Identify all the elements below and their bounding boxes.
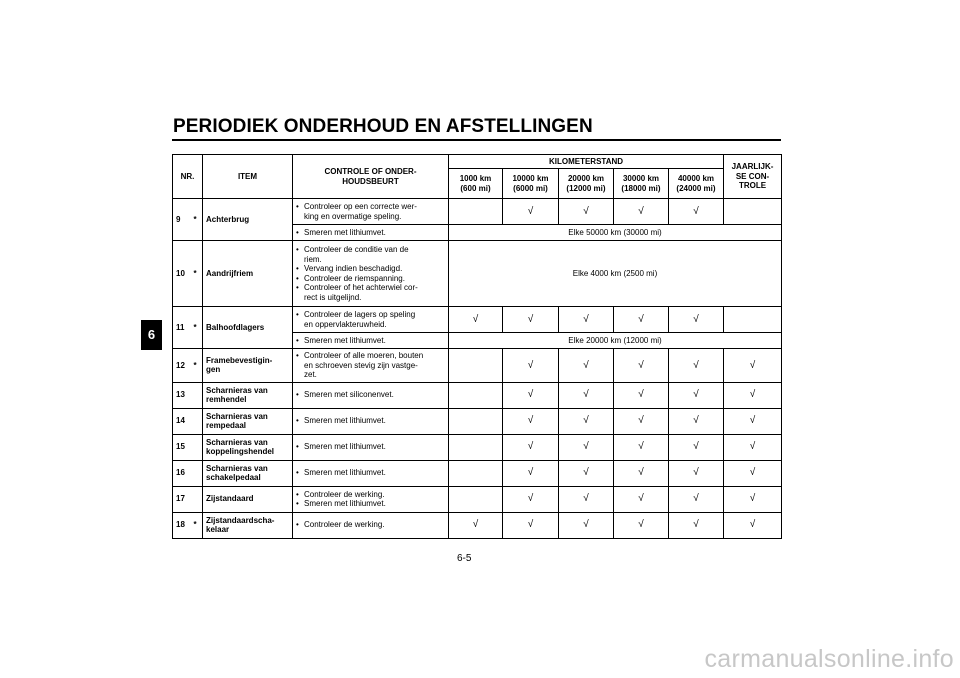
header-item: ITEM bbox=[203, 155, 293, 199]
check-cell: √ bbox=[503, 460, 559, 486]
control-cell bbox=[293, 333, 449, 349]
annual-check-cell: √ bbox=[724, 486, 782, 512]
control-list bbox=[296, 202, 446, 221]
table-row bbox=[173, 434, 782, 460]
item-name: Achterbrug bbox=[203, 199, 293, 241]
control-cell bbox=[293, 512, 449, 538]
table-row bbox=[173, 408, 782, 434]
check-cell: √ bbox=[559, 199, 614, 225]
header-km-20000: 20000 km (12000 mi) bbox=[559, 169, 614, 199]
row-number: 15 bbox=[173, 434, 194, 460]
page-number: 6-5 bbox=[457, 553, 472, 564]
interval-cell: Elke 50000 km (30000 mi) bbox=[449, 225, 782, 241]
control-item: • Controleer de werking. bbox=[296, 490, 446, 500]
check-cell: √ bbox=[503, 199, 559, 225]
check-cell: √ bbox=[669, 307, 724, 333]
check-cell: √ bbox=[614, 349, 669, 383]
check-cell: √ bbox=[559, 460, 614, 486]
annual-check-cell: √ bbox=[724, 382, 782, 408]
check-cell: √ bbox=[614, 408, 669, 434]
check-cell: √ bbox=[559, 382, 614, 408]
dealer-marker bbox=[194, 460, 203, 486]
control-cell bbox=[293, 382, 449, 408]
check-cell: √ bbox=[669, 486, 724, 512]
table-row bbox=[173, 460, 782, 486]
table-row bbox=[173, 486, 782, 512]
control-item: • Controleer de lagers op speling en oppervlakteruwheid. bbox=[296, 310, 446, 329]
item-name: Aandrijfriem bbox=[203, 241, 293, 307]
item-name: Scharnieras van rempedaal bbox=[203, 408, 293, 434]
row-number: 18 bbox=[173, 512, 194, 538]
control-item: • Smeren met lithiumvet. bbox=[296, 468, 446, 478]
annual-check-cell bbox=[724, 199, 782, 225]
header-km-40000: 40000 km (24000 mi) bbox=[669, 169, 724, 199]
check-cell: √ bbox=[503, 382, 559, 408]
chapter-tab: 6 bbox=[141, 320, 162, 350]
row-number: 10 bbox=[173, 241, 194, 307]
check-cell: √ bbox=[559, 349, 614, 383]
control-item: • Controleer of het achterwiel cor- rect is uitgelijnd. bbox=[296, 283, 446, 302]
control-item: • Smeren met siliconenvet. bbox=[296, 390, 446, 400]
title-rule bbox=[172, 139, 781, 141]
control-list bbox=[296, 490, 446, 509]
row-number: 16 bbox=[173, 460, 194, 486]
dealer-marker bbox=[194, 408, 203, 434]
check-cell: √ bbox=[614, 460, 669, 486]
check-cell: √ bbox=[669, 512, 724, 538]
watermark: carmanualsonline.info bbox=[704, 645, 954, 673]
header-km-30000: 30000 km (18000 mi) bbox=[614, 169, 669, 199]
interval-cell: Elke 4000 km (2500 mi) bbox=[449, 241, 782, 307]
header-kilometerstand: KILOMETERSTAND bbox=[449, 155, 724, 169]
item-name: Scharnieras van schakelpedaal bbox=[203, 460, 293, 486]
control-cell bbox=[293, 241, 449, 307]
control-list bbox=[296, 351, 446, 380]
control-item: • Controleer op een correcte wer- king en overmatige speling. bbox=[296, 202, 446, 221]
annual-check-cell bbox=[724, 307, 782, 333]
check-cell: √ bbox=[503, 349, 559, 383]
row-number: 14 bbox=[173, 408, 194, 434]
check-cell: √ bbox=[503, 512, 559, 538]
control-item: • Controleer of alle moeren, bouten en schroeven stevig zijn vastge- zet. bbox=[296, 351, 446, 380]
control-cell bbox=[293, 408, 449, 434]
control-list bbox=[296, 310, 446, 329]
control-list bbox=[296, 390, 446, 400]
annual-check-cell: √ bbox=[724, 460, 782, 486]
annual-check-cell: √ bbox=[724, 434, 782, 460]
check-cell: √ bbox=[669, 349, 724, 383]
row-number: 12 bbox=[173, 349, 194, 383]
check-cell bbox=[449, 199, 503, 225]
dealer-marker: * bbox=[194, 349, 203, 383]
check-cell bbox=[449, 486, 503, 512]
control-item: • Controleer de riemspanning. bbox=[296, 274, 446, 284]
check-cell: √ bbox=[559, 307, 614, 333]
check-cell: √ bbox=[559, 512, 614, 538]
dealer-marker bbox=[194, 434, 203, 460]
check-cell bbox=[449, 349, 503, 383]
item-name: Zijstandaard bbox=[203, 486, 293, 512]
control-cell bbox=[293, 349, 449, 383]
row-number: 13 bbox=[173, 382, 194, 408]
item-name: Framebevestigin- gen bbox=[203, 349, 293, 383]
check-cell bbox=[449, 382, 503, 408]
table-row bbox=[173, 349, 782, 383]
control-item: • Smeren met lithiumvet. bbox=[296, 416, 446, 426]
dealer-marker: * bbox=[194, 307, 203, 349]
check-cell bbox=[449, 408, 503, 434]
control-item: • Smeren met lithiumvet. bbox=[296, 336, 446, 346]
annual-check-cell: √ bbox=[724, 408, 782, 434]
control-list bbox=[296, 468, 446, 478]
header-km-1000: 1000 km (600 mi) bbox=[449, 169, 503, 199]
control-item: • Controleer de werking. bbox=[296, 520, 446, 530]
control-cell bbox=[293, 225, 449, 241]
table-row bbox=[173, 199, 782, 225]
item-name: Zijstandaardscha- kelaar bbox=[203, 512, 293, 538]
control-list bbox=[296, 520, 446, 530]
check-cell: √ bbox=[559, 486, 614, 512]
table-row bbox=[173, 241, 782, 307]
control-cell bbox=[293, 486, 449, 512]
dealer-marker: * bbox=[194, 241, 203, 307]
row-number: 9 bbox=[173, 199, 194, 241]
control-cell bbox=[293, 460, 449, 486]
item-name: Scharnieras van remhendel bbox=[203, 382, 293, 408]
check-cell: √ bbox=[669, 382, 724, 408]
row-number: 11 bbox=[173, 307, 194, 349]
dealer-marker bbox=[194, 486, 203, 512]
maintenance-table bbox=[172, 154, 782, 539]
table-row bbox=[173, 307, 782, 333]
control-item: • Smeren met lithiumvet. bbox=[296, 442, 446, 452]
table-body bbox=[173, 199, 782, 539]
header-control: CONTROLE OF ONDER- HOUDSBEURT bbox=[293, 155, 449, 199]
check-cell: √ bbox=[559, 408, 614, 434]
control-item: • Smeren met lithiumvet. bbox=[296, 228, 446, 238]
check-cell: √ bbox=[503, 408, 559, 434]
control-cell bbox=[293, 434, 449, 460]
item-name: Balhoofdlagers bbox=[203, 307, 293, 349]
table-row bbox=[173, 512, 782, 538]
check-cell: √ bbox=[503, 486, 559, 512]
check-cell: √ bbox=[669, 199, 724, 225]
annual-check-cell: √ bbox=[724, 512, 782, 538]
check-cell: √ bbox=[614, 486, 669, 512]
header-annual: JAARLIJK- SE CON- TROLE bbox=[724, 155, 782, 199]
header-km-10000: 10000 km (6000 mi) bbox=[503, 169, 559, 199]
control-list bbox=[296, 336, 446, 346]
control-list bbox=[296, 245, 446, 302]
check-cell bbox=[449, 434, 503, 460]
check-cell: √ bbox=[669, 434, 724, 460]
check-cell: √ bbox=[614, 512, 669, 538]
interval-cell: Elke 20000 km (12000 mi) bbox=[449, 333, 782, 349]
control-cell bbox=[293, 199, 449, 225]
check-cell: √ bbox=[449, 512, 503, 538]
control-list bbox=[296, 416, 446, 426]
item-name: Scharnieras van koppelingshendel bbox=[203, 434, 293, 460]
check-cell: √ bbox=[669, 460, 724, 486]
check-cell: √ bbox=[503, 434, 559, 460]
dealer-marker bbox=[194, 382, 203, 408]
dealer-marker: * bbox=[194, 512, 203, 538]
header-nr: NR. bbox=[173, 155, 203, 199]
control-item: • Vervang indien beschadigd. bbox=[296, 264, 446, 274]
control-list bbox=[296, 228, 446, 238]
check-cell: √ bbox=[559, 434, 614, 460]
control-list bbox=[296, 442, 446, 452]
row-number: 17 bbox=[173, 486, 194, 512]
check-cell: √ bbox=[614, 434, 669, 460]
check-cell: √ bbox=[614, 307, 669, 333]
check-cell: √ bbox=[503, 307, 559, 333]
check-cell: √ bbox=[614, 382, 669, 408]
check-cell: √ bbox=[669, 408, 724, 434]
check-cell: √ bbox=[614, 199, 669, 225]
check-cell bbox=[449, 460, 503, 486]
page-title: PERIODIEK ONDERHOUD EN AFSTELLINGEN bbox=[173, 116, 593, 137]
table-row bbox=[173, 382, 782, 408]
annual-check-cell: √ bbox=[724, 349, 782, 383]
control-cell bbox=[293, 307, 449, 333]
control-item: • Controleer de conditie van de riem. bbox=[296, 245, 446, 264]
control-item: • Smeren met lithiumvet. bbox=[296, 499, 446, 509]
check-cell: √ bbox=[449, 307, 503, 333]
dealer-marker: * bbox=[194, 199, 203, 241]
